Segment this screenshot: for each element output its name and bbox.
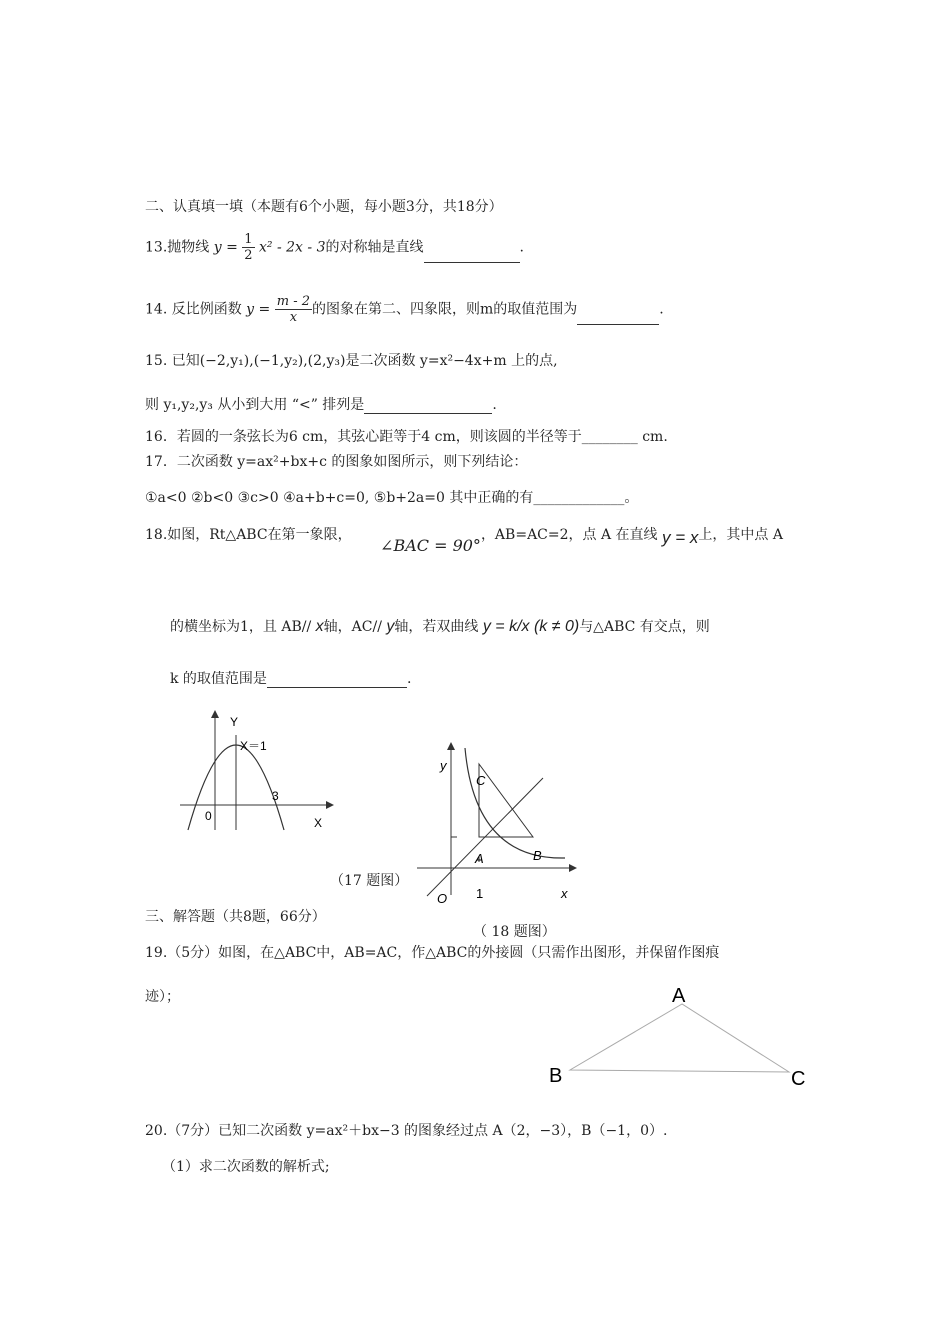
q13-y: y [213,239,222,256]
q18-hyperbola: y = k/x (k ≠ 0) [482,618,580,635]
fig18-x-label: x [561,886,568,901]
q14-suffix: 的图象在第二、四象限，则m的取值范围为 [312,301,578,318]
section-2-heading: 二、认真填一填（本题有6个小题，每小题3分，共18分） [145,199,503,215]
figure-18-caption: （ 18 题图） [473,924,556,940]
q13-suffix: 的对称轴是直线 [325,239,424,256]
fig19-a-label: A [672,985,686,1007]
q18-answer-blank[interactable] [267,673,407,688]
question-19-line1: 19.（5分）如图，在△ABC中，AB=AC，作△ABC的外接圆（只需作出图形，并保留作图痕 [145,945,720,961]
question-13: 13.抛物线 y = $\frac{1}{2}$ x² - 2x - 3的对称轴是直线 . [145,232,524,263]
fig18-b-label: B [533,848,542,863]
figure-17-parabola [180,710,340,840]
fig18-y-label: y [440,758,447,773]
question-20-line2: （1）求二次函数的解析式; [162,1159,330,1175]
q15-answer-blank[interactable] [364,399,492,414]
question-18-line1: 18.如图，Rt△ABC在第一象限， ∠BAC = 90°，AB=AC=2，点 A 在直线 y = x上，其中点 A [145,527,783,555]
fig18-origin-label: O [437,891,448,906]
question-14: 14. 反比例函数 y = $\frac{m - 2}{x}$ 的图象在第二、四象限，则m的取值范围为 . [145,294,664,325]
fig18-a-label: A [475,851,484,866]
question-18-line3: k 的取值范围是 . [170,671,412,687]
question-20-line1: 20.（7分）已知二次函数 y=ax²＋bx−3 的图象经过点 A（2，−3），B（−1，0）. [145,1123,668,1139]
fig18-c-label: C [476,773,486,788]
q13-eq: = [226,239,238,256]
q13-rest: x² - 2x - 3 [259,239,326,256]
question-15-line2: 则 y₁,y₂,y₃ 从小到大用 “<” 排列是 . [145,397,497,413]
section-3-heading: 三、解答题（共8题，66分） [145,909,326,925]
question-17-line2: ①a<0 ②b<0 ③c>0 ④a+b+c=0, ⑤b+2a=0 其中正确的有_____________。 [145,490,639,506]
figure-18-triangle-hyperbola [415,740,585,910]
q13-answer-blank[interactable] [424,248,520,263]
question-16: 16．若圆的一条弦长为6 cm，其弦心距等于4 cm，则该圆的半径等于________ cm. [145,429,668,445]
fig17-y-label: Y [230,715,239,729]
fig19-b-label: B [549,1065,563,1087]
q13-fraction: $\frac{1}{2}$ [244,232,253,263]
q18-line-eq: y = x [662,528,699,547]
q14-fraction: $\frac{m - 2}{x}$ [276,294,310,325]
fig19-c-label: C [791,1068,806,1090]
figure-19-triangle [545,982,815,1092]
question-18-line2: 的横坐标为1，且 AB// x轴，AC// y轴，若双曲线 y = k/x (k ≠ 0)与△ABC 有交点，则 [170,618,710,635]
q18-angle: ∠BAC = 90° [380,536,481,555]
fig17-root-label: 3 [272,789,279,803]
fig17-origin-label: 0 [205,809,212,823]
q14-answer-blank[interactable] [577,310,659,325]
q14-prefix: 14. 反比例函数 [145,301,242,318]
question-15-line1: 15. 已知(−2,y₁),(−1,y₂),(2,y₃)是二次函数 y=x²−4x+m 上的点, [145,353,558,369]
fig18-tick-label: 1 [476,886,484,901]
q13-prefix: 13.抛物线 [145,239,210,256]
question-19-line2: 迹）； [145,989,180,1005]
fig17-axis-label: X＝1 [240,739,267,753]
fig17-x-label: X [314,816,323,830]
question-17-line1: 17．二次函数 y=ax²+bx+c 的图象如图所示，则下列结论： [145,454,528,470]
figure-17-caption: （17 题图） [330,873,409,889]
